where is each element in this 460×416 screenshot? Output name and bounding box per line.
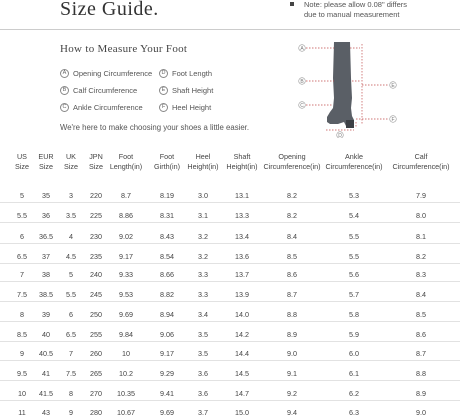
table-cell: 36.5 <box>39 232 53 241</box>
legend-foot-length <box>159 69 212 78</box>
table-cell: 8.82 <box>160 290 174 299</box>
diagram-label-d: D <box>338 132 342 138</box>
table-cell: 5.3 <box>349 191 359 200</box>
table-cell: 8.19 <box>160 191 174 200</box>
diagram-label-f: F <box>391 116 395 123</box>
table-cell: 9.41 <box>160 389 174 398</box>
table-cell: 14.0 <box>235 310 249 319</box>
table-cell: 43 <box>42 408 50 416</box>
table-cell: 3.7 <box>198 408 208 416</box>
table-cell: 38 <box>42 270 50 279</box>
header-line-2: Length(in) <box>109 161 143 171</box>
table-cell: 9.33 <box>119 270 133 279</box>
table-cell: 9 <box>69 408 73 416</box>
table-cell: 6 <box>20 232 24 241</box>
table-cell: 10 <box>18 389 26 398</box>
page-title: Size Guide. <box>60 0 159 20</box>
table-cell: 6.3 <box>349 408 359 416</box>
table-cell: 14.5 <box>235 369 249 378</box>
header-line-2: Height(in) <box>226 161 258 171</box>
table-cell: 41 <box>42 369 50 378</box>
table-cell: 240 <box>90 270 102 279</box>
table-cell: 7 <box>20 270 24 279</box>
table-cell: 7.5 <box>66 369 76 378</box>
header-line-1: JPN <box>89 152 103 161</box>
table-cell: 35 <box>42 191 50 200</box>
table-cell: 5 <box>69 270 73 279</box>
table-cell: 9.5 <box>17 369 27 378</box>
table-cell: 38.5 <box>39 290 53 299</box>
table-cell: 265 <box>90 369 102 378</box>
table-cell: 8.2 <box>416 252 426 261</box>
note-line-2: due to manual measurement <box>304 9 400 19</box>
table-header-cell <box>263 152 320 171</box>
legend-label: Ankle Circumference <box>73 103 143 112</box>
table-cell: 13.3 <box>235 211 249 220</box>
table-cell: 245 <box>90 290 102 299</box>
table-cell: 3.2 <box>198 252 208 261</box>
table-cell: 8.1 <box>416 232 426 241</box>
table-cell: 8.7 <box>416 349 426 358</box>
header-line-2: Circumference(in) <box>263 161 321 171</box>
table-cell: 9.06 <box>160 330 174 339</box>
table-header-cell <box>38 152 53 171</box>
table-header-cell <box>187 152 218 171</box>
table-cell: 6.2 <box>349 389 359 398</box>
legend-letter-c: C <box>60 103 69 112</box>
table-cell: 8.5 <box>416 310 426 319</box>
table-cell: 5.5 <box>349 252 359 261</box>
table-cell: 4 <box>69 232 73 241</box>
header-line-1: Heel <box>195 152 211 161</box>
table-cell: 37 <box>42 252 50 261</box>
table-cell: 9.29 <box>160 369 174 378</box>
table-cell: 3.6 <box>198 389 208 398</box>
header-divider <box>0 29 460 30</box>
header-line-2: Height(in) <box>187 161 219 171</box>
table-cell: 8.5 <box>287 252 297 261</box>
header-line-2: Circumference(in) <box>392 161 450 171</box>
table-cell: 6 <box>69 310 73 319</box>
header-line-1: EUR <box>38 152 54 161</box>
table-cell: 3 <box>69 191 73 200</box>
table-row <box>0 404 460 416</box>
table-header-cell <box>325 152 382 171</box>
legend-label: Foot Length <box>172 69 213 78</box>
table-header-cell <box>64 152 78 171</box>
measurement-note <box>290 0 407 19</box>
table-cell: 13.4 <box>235 232 249 241</box>
legend-label: Opening Circumference <box>73 69 153 78</box>
table-cell: 8.94 <box>160 310 174 319</box>
legend-letter-f: F <box>159 103 168 112</box>
header-line-2: Circumference(in) <box>325 161 383 171</box>
table-cell: 8.66 <box>160 270 174 279</box>
table-cell: 11 <box>18 408 26 416</box>
table-cell: 7 <box>69 349 73 358</box>
table-cell: 9.0 <box>287 349 297 358</box>
table-cell: 8.0 <box>416 211 426 220</box>
legend-label: Shaft Height <box>172 86 214 95</box>
header-line-2: Size <box>39 161 53 171</box>
table-cell: 40.5 <box>39 349 53 358</box>
table-cell: 9.69 <box>119 310 133 319</box>
table-cell: 8.8 <box>287 310 297 319</box>
table-cell: 5.9 <box>349 330 359 339</box>
table-row <box>0 306 460 322</box>
table-cell: 8.9 <box>416 389 426 398</box>
header-line-1: Ankle <box>345 152 363 161</box>
table-cell: 9.4 <box>287 408 297 416</box>
header-line-1: Foot <box>159 152 175 161</box>
note-line-1: Note: please allow 0.08" differs <box>304 0 408 9</box>
legend-shaft-height <box>159 86 213 95</box>
table-cell: 5.8 <box>349 310 359 319</box>
table-cell: 9.17 <box>119 252 133 261</box>
table-cell: 6.0 <box>349 349 359 358</box>
header-line-2: Size <box>64 161 78 171</box>
table-cell: 10.35 <box>117 389 135 398</box>
table-cell: 40 <box>42 330 50 339</box>
table-cell: 5.5 <box>349 232 359 241</box>
header-line-2: Girth(in) <box>154 161 180 171</box>
table-cell: 39 <box>42 310 50 319</box>
table-cell: 8 <box>20 310 24 319</box>
table-cell: 220 <box>90 191 102 200</box>
table-cell: 270 <box>90 389 102 398</box>
legend-ankle <box>60 103 143 112</box>
table-cell: 9.53 <box>119 290 133 299</box>
table-cell: 13.9 <box>235 290 249 299</box>
table-cell: 8.86 <box>119 211 133 220</box>
table-cell: 9.69 <box>160 408 174 416</box>
table-header-cell <box>392 152 449 171</box>
table-cell: 6.1 <box>349 369 359 378</box>
table-cell: 8.5 <box>17 330 27 339</box>
table-cell: 14.7 <box>235 389 249 398</box>
table-cell: 6.5 <box>66 330 76 339</box>
legend-letter-a: A <box>60 69 69 78</box>
table-cell: 8.4 <box>416 290 426 299</box>
header-line-1: Shaft <box>233 152 251 161</box>
table-cell: 3.0 <box>198 191 208 200</box>
table-cell: 9.02 <box>119 232 133 241</box>
header-line-1: UK <box>65 152 76 161</box>
table-row <box>0 228 460 244</box>
table-cell: 255 <box>90 330 102 339</box>
table-header-cell <box>110 152 142 171</box>
legend-label: Calf Circumference <box>73 86 138 95</box>
table-row <box>0 266 460 282</box>
table-cell: 3.1 <box>198 211 208 220</box>
table-cell: 8.54 <box>160 252 174 261</box>
table-cell: 15.0 <box>235 408 249 416</box>
table-cell: 3.5 <box>66 211 76 220</box>
table-row <box>0 248 460 264</box>
legend-heel-height <box>159 103 211 112</box>
table-cell: 4.5 <box>66 252 76 261</box>
header-line-1: US <box>16 152 27 161</box>
table-cell: 9.17 <box>160 349 174 358</box>
table-row <box>0 365 460 381</box>
table-cell: 41.5 <box>39 389 53 398</box>
table-cell: 3.3 <box>198 270 208 279</box>
header-line-1: Opening <box>278 152 306 161</box>
table-header-cell <box>89 152 103 171</box>
table-cell: 8.8 <box>416 369 426 378</box>
table-cell: 13.6 <box>235 252 249 261</box>
table-cell: 5 <box>20 191 24 200</box>
table-cell: 8.3 <box>416 270 426 279</box>
legend-label: Heel Height <box>172 103 212 112</box>
legend-letter-d: D <box>159 69 168 78</box>
table-cell: 235 <box>90 252 102 261</box>
table-cell: 13.1 <box>235 191 249 200</box>
diagram-label-c: C <box>300 102 304 109</box>
legend-letter-e: E <box>159 86 168 95</box>
header-line-1: Foot <box>118 152 134 161</box>
table-cell: 9.84 <box>119 330 133 339</box>
table-cell: 9.1 <box>287 369 297 378</box>
table-cell: 3.6 <box>198 369 208 378</box>
legend-calf <box>60 86 137 95</box>
diagram-label-e: E <box>391 82 395 89</box>
table-cell: 10 <box>122 349 130 358</box>
table-cell: 3.3 <box>198 290 208 299</box>
boot-measure-diagram <box>290 38 410 138</box>
table-cell: 8.31 <box>160 211 174 220</box>
diagram-label-b: B <box>300 78 304 85</box>
table-header-row <box>0 150 460 171</box>
table-header-cell <box>154 152 180 171</box>
note-bullet-icon <box>290 2 294 6</box>
table-cell: 7.5 <box>17 290 27 299</box>
table-cell: 230 <box>90 232 102 241</box>
table-cell: 5.6 <box>349 270 359 279</box>
intro-text: We're here to make choosing your shoes a little easier. <box>60 123 250 132</box>
table-cell: 5.5 <box>66 290 76 299</box>
table-row <box>0 345 460 361</box>
table-cell: 8.6 <box>416 330 426 339</box>
table-row <box>0 385 460 401</box>
header-line-1: Calf <box>414 152 428 161</box>
table-cell: 8.2 <box>287 191 297 200</box>
table-cell: 3.4 <box>198 310 208 319</box>
table-cell: 8.7 <box>121 191 131 200</box>
table-cell: 8.2 <box>287 211 297 220</box>
table-cell: 3.5 <box>198 330 208 339</box>
table-cell: 10.2 <box>119 369 133 378</box>
table-row <box>0 286 460 302</box>
table-cell: 8.6 <box>287 270 297 279</box>
table-cell: 3.2 <box>198 232 208 241</box>
table-row <box>0 326 460 342</box>
table-cell: 225 <box>90 211 102 220</box>
table-header-cell <box>15 152 29 171</box>
table-cell: 8.4 <box>287 232 297 241</box>
table-cell: 8.7 <box>287 290 297 299</box>
table-cell: 13.7 <box>235 270 249 279</box>
table-cell: 14.2 <box>235 330 249 339</box>
table-cell: 8 <box>69 389 73 398</box>
table-cell: 280 <box>90 408 102 416</box>
table-cell: 8.9 <box>287 330 297 339</box>
table-cell: 8.43 <box>160 232 174 241</box>
table-row <box>0 207 460 223</box>
header-line-2: Size <box>15 161 29 171</box>
measure-title: How to Measure Your Foot <box>60 43 188 55</box>
table-cell: 9.2 <box>287 389 297 398</box>
table-cell: 5.5 <box>17 211 27 220</box>
table-cell: 250 <box>90 310 102 319</box>
table-cell: 9 <box>20 349 24 358</box>
legend-letter-b: B <box>60 86 69 95</box>
table-header-cell <box>226 152 257 171</box>
table-cell: 260 <box>90 349 102 358</box>
table-cell: 5.7 <box>349 290 359 299</box>
table-cell: 7.9 <box>416 191 426 200</box>
table-cell: 3.5 <box>198 349 208 358</box>
diagram-label-a: A <box>300 45 304 52</box>
table-cell: 14.4 <box>235 349 249 358</box>
header-line-2: Size <box>89 161 103 171</box>
table-cell: 5.4 <box>349 211 359 220</box>
table-cell: 10.67 <box>117 408 135 416</box>
boot-heel-icon <box>346 120 354 128</box>
table-cell: 9.0 <box>416 408 426 416</box>
table-cell: 6.5 <box>17 252 27 261</box>
table-row <box>0 187 460 203</box>
boot-icon <box>327 42 354 126</box>
legend-opening <box>60 69 152 78</box>
table-cell: 36 <box>42 211 50 220</box>
